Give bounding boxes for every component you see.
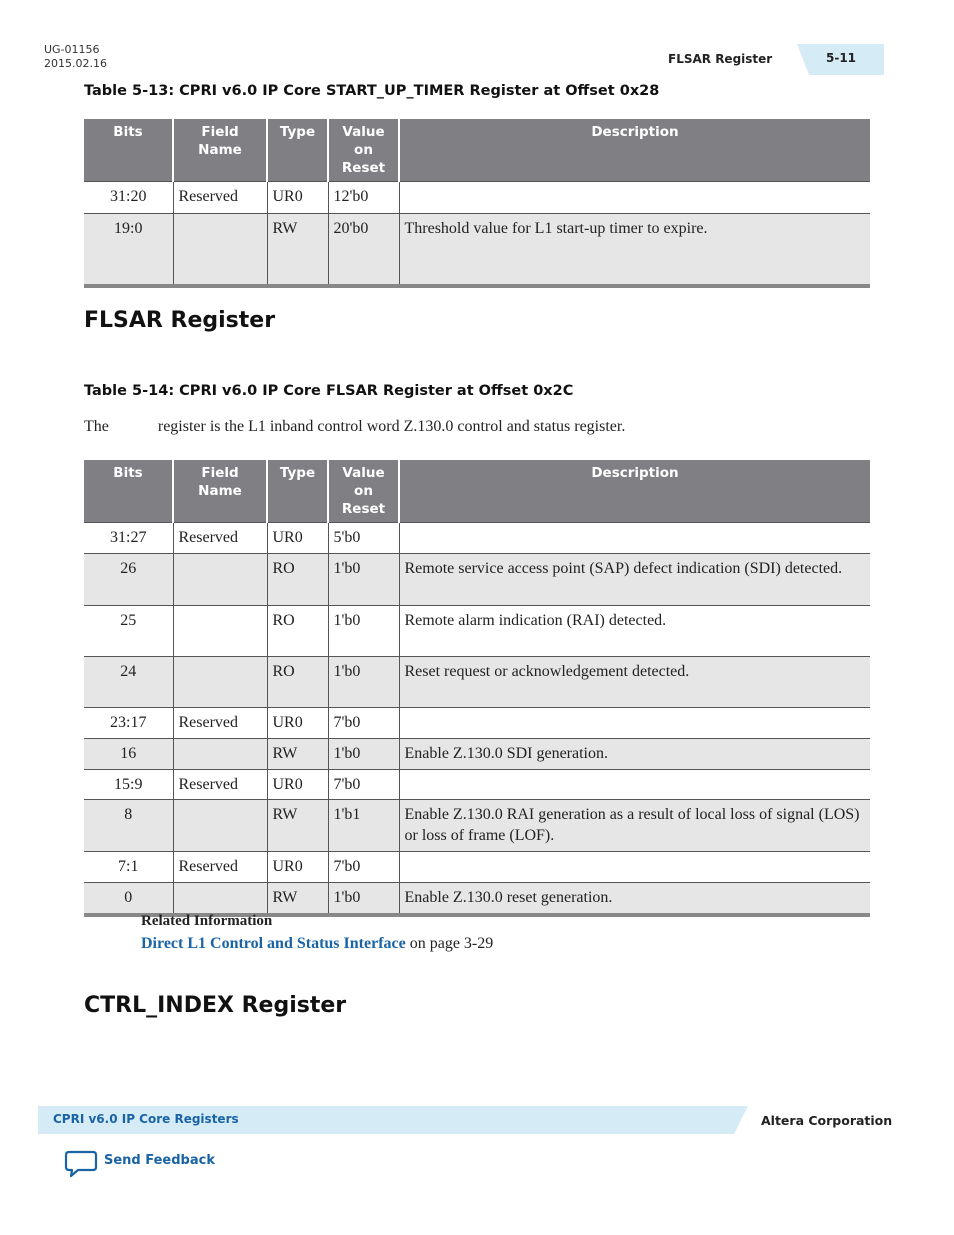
reset-value-cell: 1'b0 xyxy=(328,554,399,606)
bits-cell: 31:27 xyxy=(84,523,173,554)
running-section-title: FLSAR Register xyxy=(668,52,773,66)
bits-cell: 23:17 xyxy=(84,708,173,739)
field-name-cell xyxy=(173,883,267,915)
description-cell: Reset request or acknowledgement detected. xyxy=(399,657,870,708)
bits-cell: 24 xyxy=(84,657,173,708)
table-row xyxy=(84,657,870,708)
column-header: Description xyxy=(399,119,870,182)
type-cell: UR0 xyxy=(267,770,328,800)
table-header-row xyxy=(84,119,870,182)
type-cell: UR0 xyxy=(267,182,328,214)
column-header: Type xyxy=(267,119,328,182)
flsar-table xyxy=(84,460,870,917)
field-name-cell: Reserved xyxy=(173,523,267,554)
reset-value-cell: 1'b0 xyxy=(328,883,399,915)
bits-cell: 0 xyxy=(84,883,173,915)
reset-value-cell: 20'b0 xyxy=(328,214,399,286)
description-cell: Enable Z.130.0 SDI generation. xyxy=(399,739,870,770)
table-row xyxy=(84,214,870,286)
doc-date: 2015.02.16 xyxy=(44,57,107,70)
reset-value-cell: 12'b0 xyxy=(328,182,399,214)
column-header: Field Name xyxy=(173,119,267,182)
table-row xyxy=(84,739,870,770)
table-row xyxy=(84,708,870,739)
type-cell: RO xyxy=(267,606,328,657)
ctrl-index-heading: CTRL_INDEX Register xyxy=(84,993,347,1018)
type-cell: RW xyxy=(267,739,328,770)
related-information-heading: Related Information xyxy=(141,913,273,929)
table-row xyxy=(84,800,870,852)
field-name-cell xyxy=(173,214,267,286)
description-cell: Remote service access point (SAP) defect indication (SDI) detected. xyxy=(399,554,870,606)
reset-value-cell: 7'b0 xyxy=(328,708,399,739)
field-name-cell xyxy=(173,657,267,708)
table-header-row xyxy=(84,460,870,523)
related-link-suffix: on page 3-29 xyxy=(409,935,494,952)
description-cell xyxy=(399,523,870,554)
page-number: 5-11 xyxy=(826,51,857,65)
description-cell: Remote alarm indication (RAI) detected. xyxy=(399,606,870,657)
type-cell: RW xyxy=(267,214,328,286)
description-cell: Threshold value for L1 start-up timer to expire. xyxy=(399,214,870,286)
doc-meta xyxy=(44,43,107,71)
column-header: Bits xyxy=(84,119,173,182)
reset-value-cell: 1'b0 xyxy=(328,606,399,657)
description-cell xyxy=(399,182,870,214)
field-name-cell: Reserved xyxy=(173,852,267,883)
column-header: Description xyxy=(399,460,870,523)
description-cell: Enable Z.130.0 reset generation. xyxy=(399,883,870,915)
field-name-cell: Reserved xyxy=(173,708,267,739)
table-row xyxy=(84,182,870,214)
type-cell: RO xyxy=(267,657,328,708)
table-14-caption: Table 5-14: CPRI v6.0 IP Core FLSAR Register at Offset 0x2C xyxy=(84,383,574,399)
bits-cell: 16 xyxy=(84,739,173,770)
column-header: Value on Reset xyxy=(328,460,399,523)
column-header: Type xyxy=(267,460,328,523)
reset-value-cell: 7'b0 xyxy=(328,770,399,800)
reset-value-cell: 1'b1 xyxy=(328,800,399,852)
bits-cell: 7:1 xyxy=(84,852,173,883)
feedback-icon[interactable] xyxy=(64,1150,98,1178)
field-name-cell: Reserved xyxy=(173,182,267,214)
flsar-intro xyxy=(84,418,625,436)
type-cell: RW xyxy=(267,800,328,852)
related-link[interactable]: Direct L1 Control and Status Interface xyxy=(141,935,406,952)
related-information-line xyxy=(141,935,493,953)
doc-id: UG-01156 xyxy=(44,43,100,56)
table-row xyxy=(84,554,870,606)
intro-start: The xyxy=(84,418,109,435)
type-cell: RO xyxy=(267,554,328,606)
field-name-cell xyxy=(173,739,267,770)
reset-value-cell: 7'b0 xyxy=(328,852,399,883)
footer-company: Altera Corporation xyxy=(761,1113,893,1128)
field-name-cell xyxy=(173,800,267,852)
table-row xyxy=(84,883,870,915)
table-row xyxy=(84,852,870,883)
flsar-heading: FLSAR Register xyxy=(84,308,276,333)
bits-cell: 31:20 xyxy=(84,182,173,214)
footer-section-link[interactable]: CPRI v6.0 IP Core Registers xyxy=(53,1112,239,1126)
type-cell: RW xyxy=(267,883,328,915)
table-row xyxy=(84,606,870,657)
field-name-cell xyxy=(173,606,267,657)
start-up-timer-table xyxy=(84,119,870,288)
table-13-caption: Table 5-13: CPRI v6.0 IP Core START_UP_TIMER Register at Offset 0x28 xyxy=(84,83,660,99)
description-cell xyxy=(399,708,870,739)
bits-cell: 19:0 xyxy=(84,214,173,286)
bits-cell: 15:9 xyxy=(84,770,173,800)
column-header: Value on Reset xyxy=(328,119,399,182)
table-row xyxy=(84,523,870,554)
description-cell xyxy=(399,852,870,883)
description-cell: Enable Z.130.0 RAI generation as a result of local loss of signal (LOS) or loss of frame (LOF). xyxy=(399,800,870,852)
send-feedback-link[interactable]: Send Feedback xyxy=(104,1153,215,1168)
reset-value-cell: 5'b0 xyxy=(328,523,399,554)
type-cell: UR0 xyxy=(267,708,328,739)
table-row xyxy=(84,770,870,800)
column-header: Field Name xyxy=(173,460,267,523)
reset-value-cell: 1'b0 xyxy=(328,739,399,770)
field-name-cell: Reserved xyxy=(173,770,267,800)
bits-cell: 8 xyxy=(84,800,173,852)
description-cell xyxy=(399,770,870,800)
type-cell: UR0 xyxy=(267,852,328,883)
column-header: Bits xyxy=(84,460,173,523)
bits-cell: 26 xyxy=(84,554,173,606)
type-cell: UR0 xyxy=(267,523,328,554)
bits-cell: 25 xyxy=(84,606,173,657)
intro-end: register is the L1 inband control word Z.130.0 control and status register. xyxy=(157,418,626,435)
reset-value-cell: 1'b0 xyxy=(328,657,399,708)
field-name-cell xyxy=(173,554,267,606)
